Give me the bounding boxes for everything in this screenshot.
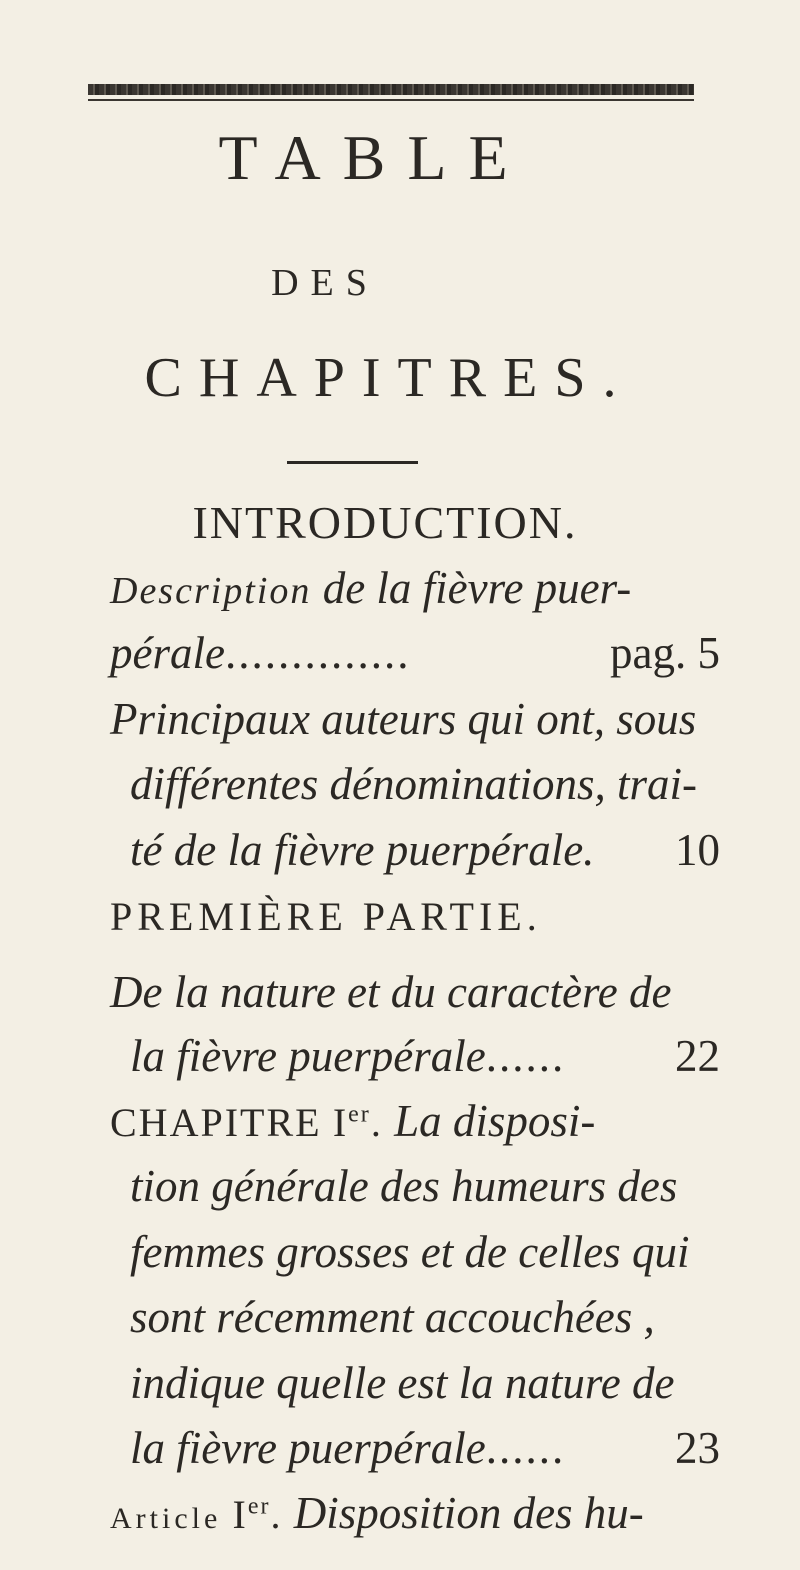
article-number: Ier.	[232, 1492, 283, 1537]
title-chapitres: CHAPITRES.	[144, 347, 634, 409]
page-ref: 10	[675, 825, 720, 875]
entry-text: Disposition des hu-	[293, 1488, 644, 1538]
entry-head: Description	[110, 570, 312, 612]
toc-entry-chapitre-1-l4: sont récemment accouchées ,	[130, 1292, 655, 1342]
entry-text: pérale	[110, 628, 225, 678]
introduction-heading: INTRODUCTION.	[192, 497, 578, 548]
title-des: DES	[271, 262, 379, 304]
toc-entry-chapitre-1-l3: femmes grosses et de celles qui	[130, 1227, 690, 1277]
toc-entry-principaux-end: té de la fièvre puerpérale. 10	[130, 825, 720, 875]
article-label: Article	[110, 1502, 222, 1535]
toc-entry-chapitre-1-l2: tion générale des humeurs des	[130, 1161, 678, 1211]
toc-entry-description-cont	[110, 628, 720, 678]
entry-text: de la fièvre puer-	[322, 563, 632, 613]
header-ornament	[88, 84, 694, 106]
chapter-number: Ier.	[332, 1100, 383, 1145]
toc-entry-principaux: Principaux auteurs qui ont, sous	[110, 694, 697, 744]
toc-entry-description	[110, 563, 720, 613]
page-ref: pag. 5	[610, 628, 720, 678]
title-table: TABLE	[218, 122, 530, 193]
toc-entry-article-1	[110, 1488, 720, 1538]
toc-entry-chapitre-1-l5: indique quelle est la nature de	[130, 1358, 675, 1408]
toc-entry-chapitre-1-l6: la fièvre puerpérale...... 23	[130, 1423, 720, 1473]
entry-text: La disposi-	[394, 1096, 596, 1146]
chapter-label: CHAPITRE	[110, 1100, 322, 1145]
part-heading: PREMIÈRE PARTIE.	[110, 894, 542, 939]
ornament-rule	[88, 99, 694, 101]
leader-dots: ..............	[224, 628, 411, 678]
toc-entry-chapitre-1	[110, 1096, 720, 1146]
toc-entry-nature: De la nature et du caractère de	[110, 967, 672, 1017]
toc-entry-principaux-cont: différentes dénominations, trai-	[130, 759, 698, 809]
page-ref: 23	[675, 1423, 720, 1473]
ornament-band	[88, 84, 694, 95]
toc-entry-nature-cont: la fièvre puerpérale...... 22	[130, 1031, 720, 1081]
page-ref: 22	[675, 1031, 720, 1081]
title-divider	[287, 461, 418, 464]
